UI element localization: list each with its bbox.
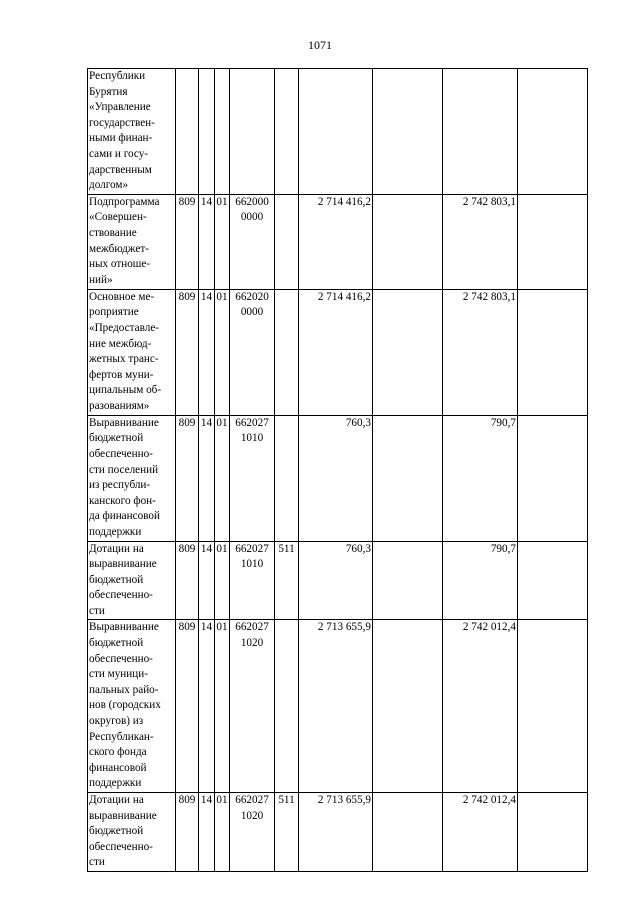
section-code-cell: 14 — [199, 415, 215, 541]
sum-year-2-cell: 2 742 803,1 — [443, 289, 518, 415]
expense-type-cell: 511 — [275, 541, 299, 620]
sum-year-1-cell: 760,3 — [299, 541, 373, 620]
target-article-cell: 662027 1010 — [230, 415, 275, 541]
ministry-code-cell — [176, 69, 199, 195]
table-row — [88, 194, 588, 289]
sum-year-2-cell: 790,7 — [443, 415, 518, 541]
program-name-cell: Выравнивание бюджетной обеспеченно- сти поселений из республи- канского фон- да финансовой поддержки — [88, 415, 176, 541]
target-article-cell: 662020 0000 — [230, 289, 275, 415]
empty-cell — [373, 415, 443, 541]
empty-cell — [518, 793, 588, 872]
expense-type-cell — [275, 194, 299, 289]
sum-year-1-cell: 2 713 655,9 — [299, 793, 373, 872]
table-row — [88, 289, 588, 415]
section-code-cell: 14 — [199, 194, 215, 289]
program-name-cell: Подпрограмма «Совершен- ствование межбюджет- ных отноше- ний» — [88, 194, 176, 289]
expense-type-cell: 511 — [275, 793, 299, 872]
program-name-cell: Дотации на выравнивание бюджетной обеспеченно- сти — [88, 793, 176, 872]
empty-cell — [373, 793, 443, 872]
sum-year-1-cell: 760,3 — [299, 415, 373, 541]
budget-table — [87, 68, 588, 872]
empty-cell — [518, 289, 588, 415]
empty-cell — [518, 415, 588, 541]
empty-cell — [518, 620, 588, 793]
empty-cell — [373, 194, 443, 289]
subsection-code-cell — [215, 69, 230, 195]
sum-year-2-cell: 2 742 803,1 — [443, 194, 518, 289]
sum-year-2-cell: 2 742 012,4 — [443, 620, 518, 793]
empty-cell — [373, 541, 443, 620]
subsection-code-cell: 01 — [215, 415, 230, 541]
sum-year-1-cell: 2 713 655,9 — [299, 620, 373, 793]
program-name-cell: Дотации на выравнивание бюджетной обеспеченно- сти — [88, 541, 176, 620]
section-code-cell: 14 — [199, 793, 215, 872]
ministry-code-cell: 809 — [176, 793, 199, 872]
empty-cell — [373, 620, 443, 793]
target-article-cell: 662000 0000 — [230, 194, 275, 289]
target-article-cell — [230, 69, 275, 195]
table-row — [88, 793, 588, 872]
subsection-code-cell: 01 — [215, 793, 230, 872]
empty-cell — [518, 194, 588, 289]
section-code-cell: 14 — [199, 541, 215, 620]
subsection-code-cell: 01 — [215, 620, 230, 793]
empty-cell — [518, 69, 588, 195]
subsection-code-cell: 01 — [215, 194, 230, 289]
target-article-cell: 662027 1010 — [230, 541, 275, 620]
sum-year-2-cell: 790,7 — [443, 541, 518, 620]
section-code-cell: 14 — [199, 620, 215, 793]
subsection-code-cell: 01 — [215, 541, 230, 620]
program-name-cell: Основное ме- роприятие «Предоставле- ние межбюд- жетных транс- фертов муни- ципальным об- разованиям» — [88, 289, 176, 415]
sum-year-1-cell: 2 714 416,2 — [299, 194, 373, 289]
program-name-cell: Республики Бурятия «Управление государствен- ными финан- сами и госу- дарственным долгом» — [88, 69, 176, 195]
section-code-cell: 14 — [199, 289, 215, 415]
expense-type-cell — [275, 69, 299, 195]
ministry-code-cell: 809 — [176, 194, 199, 289]
ministry-code-cell: 809 — [176, 620, 199, 793]
target-article-cell: 662027 1020 — [230, 793, 275, 872]
sum-year-2-cell — [443, 69, 518, 195]
section-code-cell — [199, 69, 215, 195]
expense-type-cell — [275, 415, 299, 541]
ministry-code-cell: 809 — [176, 289, 199, 415]
table-row — [88, 620, 588, 793]
table-row — [88, 69, 588, 195]
table-row — [88, 541, 588, 620]
expense-type-cell — [275, 620, 299, 793]
ministry-code-cell: 809 — [176, 415, 199, 541]
ministry-code-cell: 809 — [176, 541, 199, 620]
empty-cell — [373, 289, 443, 415]
sum-year-1-cell — [299, 69, 373, 195]
program-name-cell: Выравнивание бюджетной обеспеченно- сти муници- пальных райо- нов (городских округов) из Республикан- ского фонда финансовой поддержки — [88, 620, 176, 793]
empty-cell — [518, 541, 588, 620]
page-number: 1071 — [308, 38, 332, 52]
sum-year-2-cell: 2 742 012,4 — [443, 793, 518, 872]
table-row — [88, 415, 588, 541]
sum-year-1-cell: 2 714 416,2 — [299, 289, 373, 415]
subsection-code-cell: 01 — [215, 289, 230, 415]
target-article-cell: 662027 1020 — [230, 620, 275, 793]
empty-cell — [373, 69, 443, 195]
expense-type-cell — [275, 289, 299, 415]
